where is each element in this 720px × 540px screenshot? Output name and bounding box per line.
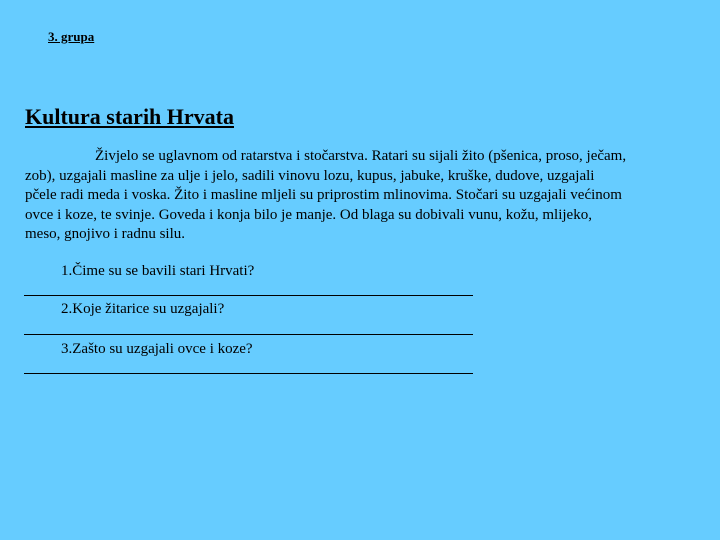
question-1: 1.Čime su se bavili stari Hrvati? <box>61 263 255 279</box>
answer-line-3[interactable] <box>24 373 473 374</box>
question-2: 2.Koje žitarice su uzgajali? <box>61 301 225 317</box>
paragraph-line: meso, gnojivo i radnu silu. <box>25 226 185 242</box>
answer-line-2[interactable] <box>24 334 473 335</box>
page-title: Kultura starih Hrvata <box>25 104 234 129</box>
reading-paragraph <box>25 147 675 245</box>
group-label: 3. grupa <box>48 29 95 44</box>
paragraph-line: Živjelo se uglavnom od ratarstva i stočarstva. Ratari su sijali žito (pšenica, proso, ječam, <box>95 148 627 164</box>
paragraph-line: ovce i koze, te svinje. Goveda i konja bilo je manje. Od blaga su dobivali vunu, kožu, mlijeko, <box>25 206 592 223</box>
answer-line-1[interactable] <box>24 295 473 296</box>
paragraph-line: pčele radi meda i voska. Žito i masline mljeli su priprostim mlinovima. Stočari su uzgajali većinom <box>25 187 622 203</box>
paragraph-line: zob), uzgajali masline za ulje i jelo, sadili vinovu lozu, kupus, jabuke, kruške, dudove, uzgajali <box>25 167 595 184</box>
question-3: 3.Zašto su uzgajali ovce i koze? <box>61 341 253 357</box>
